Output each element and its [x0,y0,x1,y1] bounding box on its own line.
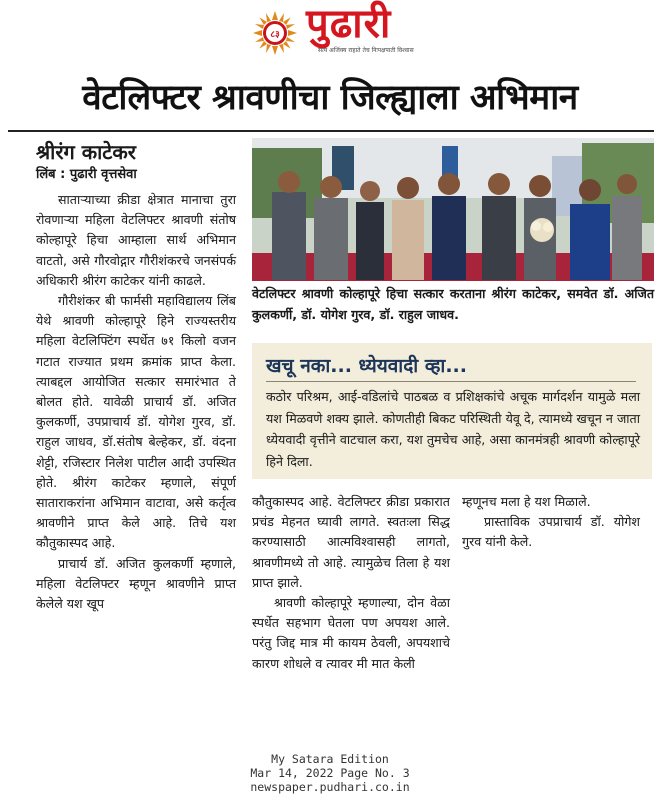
headline-divider [8,130,654,132]
edition-site: newspaper.pudhari.co.in [250,780,410,794]
article-column-3 [462,492,640,553]
byline-author: श्रीरंग काटेकर [36,140,136,164]
paragraph: प्रास्ताविक उपप्राचार्य डॉ. योगेश गुरव यांनी केले. [462,514,640,550]
paragraph: प्राचार्य डॉ. अजित कुलकर्णी म्हणाले, महिला वेटलिफ्टर म्हणून श्रावणीने प्राप्त केलेले यश खूप [36,555,236,612]
quote-box-body: कठोर परिश्रम, आई-वडिलांचे पाठबळ व प्रशिक्षकांचे अचूक मार्गदर्शन यामुळे मला यश मिळवणे शक्य झाले. कोणतीही बिकट परिस्थिती येवू दे, त्यामध्ये खचून न जाता ध्येयवादी वृत्तीने वाटचाल करा, यश तुमचेच आहे, असा कानमंत्रही श्रावणी कोल्हापूरे हिने दिला. [266,389,640,469]
quote-box-divider [266,381,636,382]
paragraph: कौतुकास्पद आहे. वेटलिफ्टर क्रीडा प्रकारात प्रचंड मेहनत घ्यावी लागते. स्वतःला सिद्ध करण्यासाठी आत्मविश्वासही लागतो, श्रावणीमध्ये तो आहे. त्यामुळेच तिला हे यश प्राप्त झाले. [252,494,450,590]
newspaper-tagline: सत्य अजिंक्य राहाते तेच निःपक्षपाती विश्वास [318,47,414,54]
newspaper-logo: पुढारी [306,1,392,47]
photo-caption: वेटलिफ्टर श्रावणी कोल्हापूरे हिचा सत्कार करताना श्रीरंग काटेकर, समवेत डॉ. अजित कुलकर्णी, डॉ. योगेश गुरव, डॉ. राहुल जाधव. [252,286,654,322]
article-headline: वेटलिफ्टर श्रावणीचा जिल्ह्याला अभिमान [82,78,578,118]
byline-location: लिंब : पुढारी वृत्तसेवा [36,167,137,182]
emblem-text: ८३ [270,30,280,40]
award-ceremony-photo [252,138,654,281]
paragraph: गौरीशंकर बी फार्मसी महाविद्यालय लिंब येथे श्रावणी कोल्हापूरे हिने राज्यस्तरीय महिला वेटलिफ्टिंग स्पर्धेत ७१ किलो वजन गटात राज्यात प्रथम क्रमांक प्राप्त केला. त्याबद्दल आयोजित सत्कार समारंभात ते बोलत होते. यावेळी प्राचार्य डॉ. अजित कुलकर्णी, उपप्राचार्य डॉ. योगेश गुरव, डॉ. राहुल जाधव, डॉ.संतोष बेल्हेकर, डॉ. वंदना शेट्टी, रजिस्टार निलेश पाटील आदी उपस्थित होते. श्रीरंग काटेकर म्हणाले, संपूर्ण साताराकरांना अभिमान वाटावा, असे कर्तृत्व श्रावणीने प्राप्त केले आहे. तिचे यश कौतुकास्पद आहे. [36,293,236,551]
paragraph: साताऱ्याच्या क्रीडा क्षेत्रात मानाचा तुरा रोवणाऱ्या महिला वेटलिफ्टर श्रावणी संतोष कोल्हापूरे हिचा आम्हाला सार्थ अभिमान वाटतो, असे गौरवोद्गार गौरीशंकरचे जनसंपर्क अधिकारी श्रीरंग काटेकर यांनी काढले. [36,192,236,288]
edition-name: My Satara Edition [271,752,389,766]
quote-box-title: खचू नका... ध्येयवादी व्हा... [266,355,467,377]
paragraph: म्हणूनच मला हे यश मिळाले. [462,494,591,509]
article-column-1 [36,190,236,614]
paragraph: श्रावणी कोल्हापूरे म्हणाल्या, दोन वेळा स्पर्धेत सहभाग घेतला पण अपयश आले. परंतु जिद्द मात्र मी कायम ठेवली, अपयशाचे कारण शोधले व त्यावर मी मात केली [252,595,450,671]
edition-footer [220,752,440,794]
edition-date-page: Mar 14, 2022 Page No. 3 [250,766,410,780]
article-column-2 [252,492,450,674]
sunburst-emblem-icon [252,10,298,56]
